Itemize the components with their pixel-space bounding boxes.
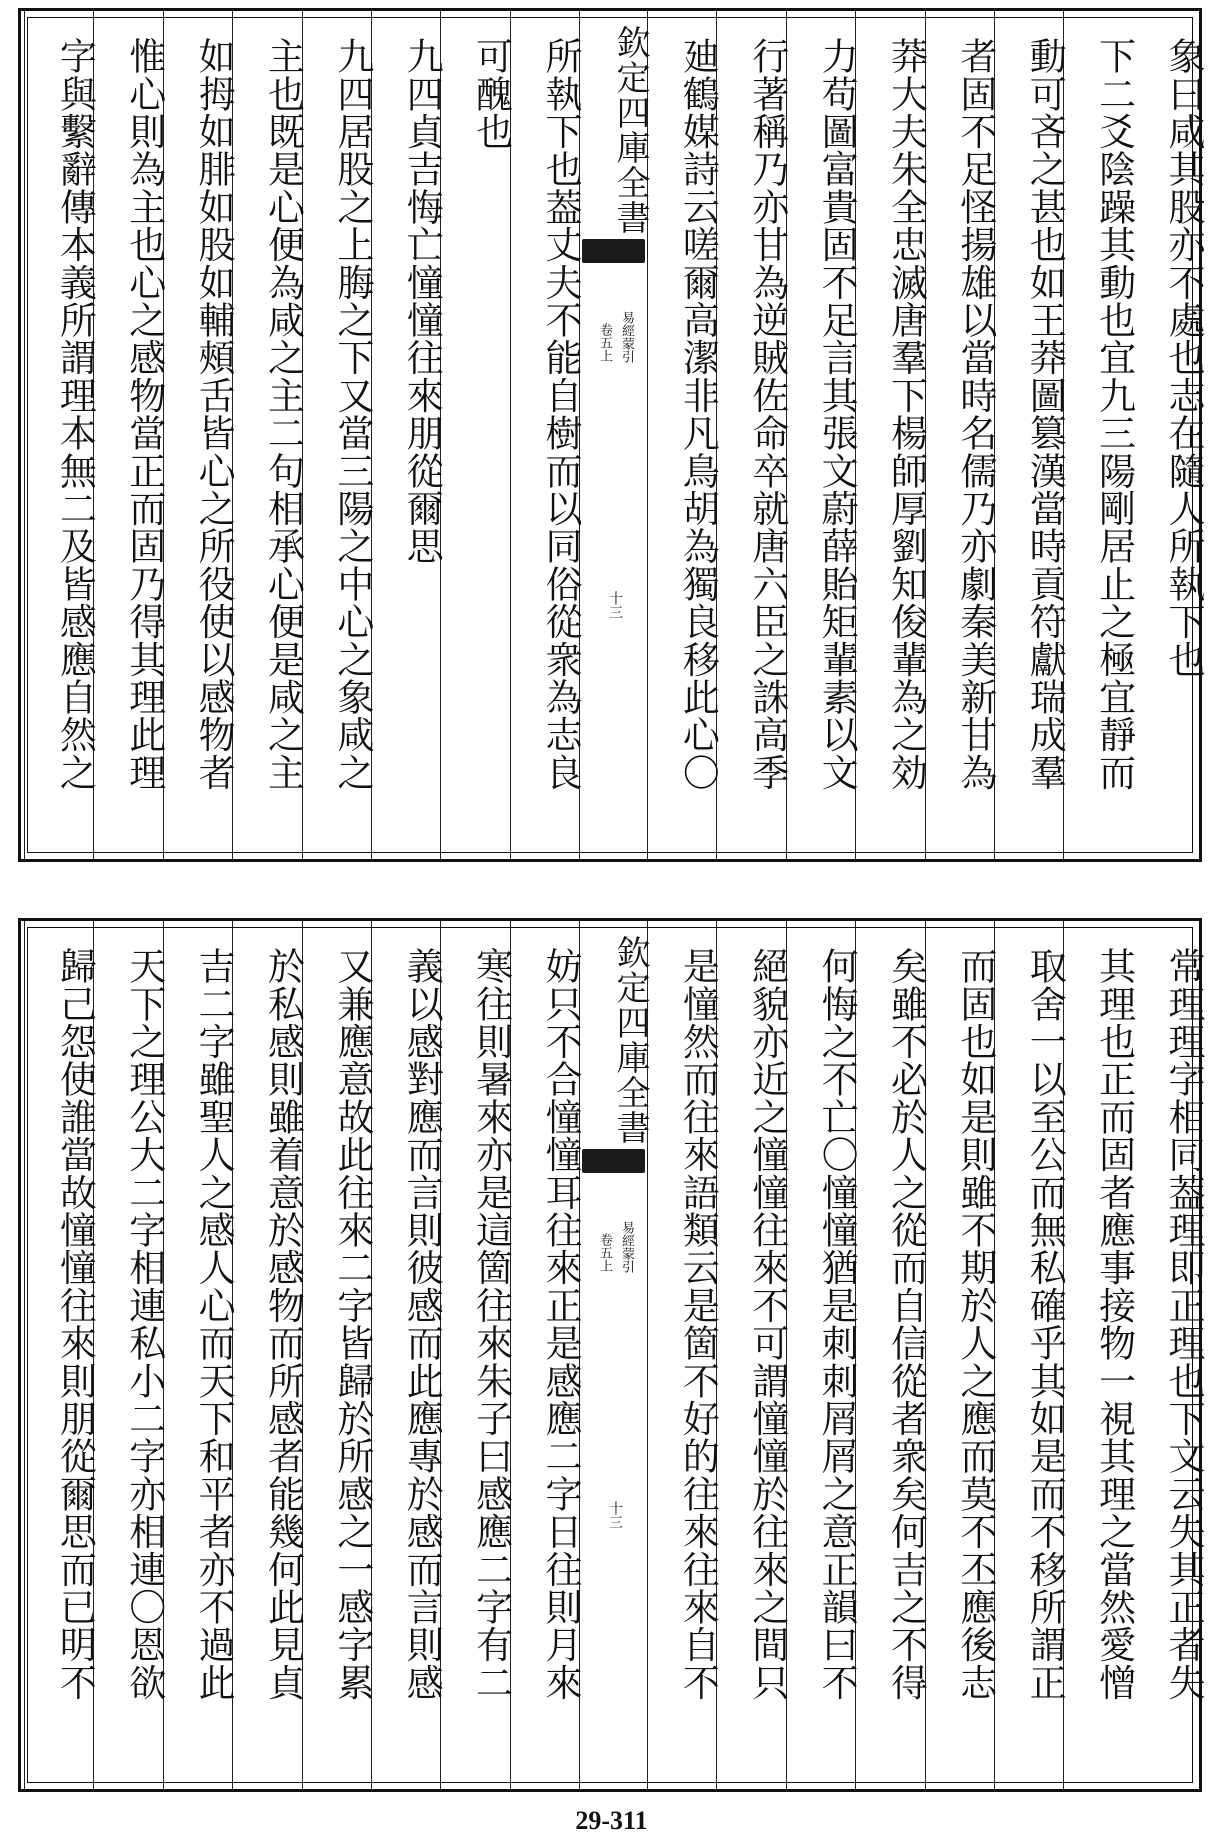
text-column bbox=[163, 11, 236, 859]
lower-page bbox=[18, 918, 1205, 1792]
text-column bbox=[786, 921, 859, 1789]
column-text: 下二爻陰躁其動也宜九三陽剛居止之極宜靜而 bbox=[1092, 37, 1136, 791]
column-text: 主也既是心便為咸之主二句相承心便是咸之主 bbox=[261, 37, 305, 791]
column-text: 義以感對應而言則彼感而此應專於感而言則感 bbox=[400, 947, 444, 1701]
column-text: 可醜也 bbox=[469, 37, 513, 151]
volume-label: 卷五上 bbox=[597, 1233, 612, 1272]
text-column bbox=[510, 921, 582, 1789]
text-column bbox=[371, 921, 444, 1789]
text-column bbox=[1133, 921, 1205, 1789]
upper-page bbox=[18, 8, 1205, 862]
text-column bbox=[855, 11, 928, 859]
text-column bbox=[925, 11, 997, 859]
column-text: 九四居股之上脢之下又當三陽之中心之象咸之 bbox=[330, 37, 374, 791]
column-text: 行著稱乃亦甘為逆賊佐命卒就唐六臣之誅高季 bbox=[745, 37, 789, 791]
column-text: 寒往則暑來亦是這箇往來朱子曰感應二字有二 bbox=[469, 947, 513, 1701]
column-text: 何悔之不亡〇憧憧猶是刺刺屑屑之意正韻曰不 bbox=[815, 947, 859, 1701]
column-text: 其理也正而固者應事接物一視其理之當然愛憎 bbox=[1092, 947, 1136, 1701]
text-column bbox=[24, 921, 97, 1789]
text-column bbox=[1063, 921, 1136, 1789]
text-column bbox=[716, 11, 789, 859]
column-text: 妨只不合憧憧耳往來正是感應二字日往則月來 bbox=[539, 947, 582, 1701]
column-text: 歸己怨使誰當故憧憧往來則朋從爾思而已明不 bbox=[53, 947, 97, 1701]
column-text: 字與繫辭傳本義所謂理本無二及皆感應自然之 bbox=[53, 37, 97, 791]
fishtail-mark bbox=[582, 239, 645, 263]
text-column bbox=[994, 11, 1067, 859]
collection-title: 欽定四庫全書 bbox=[610, 935, 650, 1145]
column-text: 如拇如腓如股如輔頰舌皆心之所役使以感物者 bbox=[192, 37, 236, 791]
text-column bbox=[855, 921, 928, 1789]
text-column bbox=[647, 11, 720, 859]
column-text: 九四貞吉悔亡憧憧往來朋從爾思 bbox=[400, 37, 444, 565]
column-text: 惟心則為主也心之感物當正而固乃得其理此理 bbox=[122, 37, 166, 791]
column-text: 動可吝之甚也如王莽圖篡漢當時貢符獻瑞成羣 bbox=[1023, 37, 1067, 791]
text-column bbox=[440, 11, 513, 859]
column-text: 常理理字相同葢理即正理也下文云失其正者失 bbox=[1162, 947, 1205, 1701]
fishtail-mark bbox=[582, 1149, 645, 1173]
text-column bbox=[232, 11, 305, 859]
page-number-footer: 29-311 bbox=[575, 1806, 648, 1835]
text-column bbox=[371, 11, 444, 859]
column-text: 力苟圖富貴固不足言其張文蔚薛貽矩輩素以文 bbox=[815, 37, 859, 791]
column-text: 廸鶴媒詩云嗟爾高潔非凡鳥胡為獨良移此心〇 bbox=[676, 37, 720, 791]
text-column bbox=[302, 921, 374, 1789]
leaf-number: 十三 bbox=[607, 591, 623, 619]
center-fold-column bbox=[579, 11, 650, 859]
text-column bbox=[786, 11, 859, 859]
text-column bbox=[925, 921, 997, 1789]
text-column bbox=[994, 921, 1067, 1789]
text-column bbox=[647, 921, 720, 1789]
column-text: 矣雖不必於人之從而自信從者衆矣何吉之不得 bbox=[884, 947, 928, 1701]
column-text: 者固不足怪揚雄以當時名儒乃亦劇秦美新甘為 bbox=[953, 37, 997, 791]
book-title: 易經蒙引 bbox=[619, 311, 634, 363]
text-column bbox=[93, 921, 166, 1789]
column-text: 而固也如是則雖不期於人之應而莫不丕應後志 bbox=[953, 947, 997, 1701]
column-text: 天下之理公大二字相連私小二字亦相連〇恩欲 bbox=[122, 947, 166, 1701]
column-text: 象曰咸其股亦不處也志在隨人所執下也 bbox=[1162, 37, 1205, 678]
text-column bbox=[716, 921, 789, 1789]
text-column bbox=[440, 921, 513, 1789]
column-text: 所執下也葢丈夫不能自樹而以同俗從衆為志良 bbox=[539, 37, 582, 791]
leaf-number: 十三 bbox=[607, 1501, 623, 1529]
column-text: 於私感則雖着意於感物而所感者能幾何此見貞 bbox=[261, 947, 305, 1701]
column-text: 是憧然而往來語類云是箇不好的往來往來自不 bbox=[676, 947, 720, 1701]
column-text: 吉二字雖聖人之感人心而天下和平者亦不過此 bbox=[192, 947, 236, 1701]
text-column bbox=[1133, 11, 1205, 859]
text-column bbox=[232, 921, 305, 1789]
center-fold-column bbox=[579, 921, 650, 1789]
column-text: 絕貌亦近之憧憧往來不可謂憧憧於往來之間只 bbox=[745, 947, 789, 1701]
volume-label: 卷五上 bbox=[597, 323, 612, 362]
text-column bbox=[302, 11, 374, 859]
book-title: 易經蒙引 bbox=[619, 1221, 634, 1273]
text-column bbox=[24, 11, 97, 859]
collection-title: 欽定四庫全書 bbox=[610, 25, 650, 235]
text-column bbox=[93, 11, 166, 859]
text-column bbox=[510, 11, 582, 859]
text-column bbox=[1063, 11, 1136, 859]
column-text: 取舍一以至公而無私確乎其如是而不移所謂正 bbox=[1023, 947, 1067, 1701]
text-column bbox=[163, 921, 236, 1789]
column-text: 莽大夫朱全忠滅唐羣下楊師厚劉知俊輩為之効 bbox=[884, 37, 928, 791]
column-text: 又兼應意故此往來二字皆歸於所感之一感字累 bbox=[330, 947, 374, 1701]
